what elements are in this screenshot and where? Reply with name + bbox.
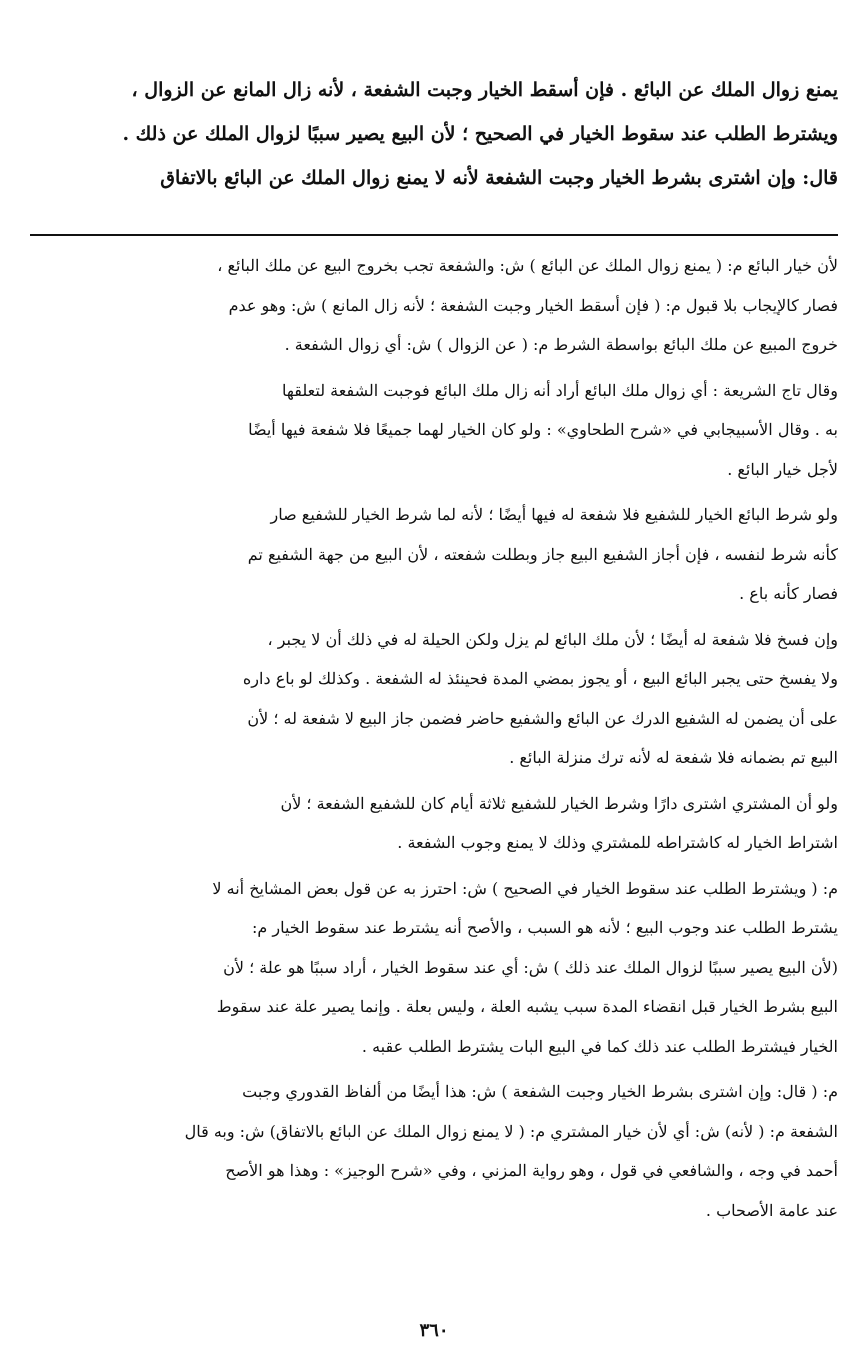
main-text-line: يمنع زوال الملك عن البائع . فإن أسقط الخيار وجبت الشفعة ، لأنه زال المانع عن الزوال ، [131,79,838,101]
commentary-paragraph [30,869,838,1067]
commentary-line: (لأن البيع يصير سببًا لزوال الملك عند ذلك ) ش: أي عند سقوط الخيار ، أراد سببًا هو علة ؛ لأن [223,957,838,977]
section-divider [30,234,838,236]
main-text-line: ويشترط الطلب عند سقوط الخيار في الصحيح ؛ لأن البيع يصير سببًا لزوال الملك عن ذلك . [122,123,838,145]
commentary-line: الشفعة م: ( لأنه) ش: أي لأن خيار المشتري م: ( لا يمنع زوال الملك عن البائع بالاتفاق) ش: وبه قال [184,1121,838,1141]
commentary-paragraph [30,246,838,365]
commentary-block [30,246,838,1236]
commentary-line: ولا يفسخ حتى يجبر البائع البيع ، أو يجوز بمضي المدة فحينئذ له الشفعة . وكذلك لو باع داره [242,669,838,688]
commentary-line: أحمد في وجه ، والشافعي في قول ، وهو رواية المزني ، وفي «شرح الوجيز» : وهذا هو الأصح [225,1161,838,1180]
main-text-line: قال: وإن اشترى بشرط الخيار وجبت الشفعة لأنه لا يمنع زوال الملك عن البائع بالاتفاق [160,167,838,189]
commentary-line: كأنه شرط لنفسه ، فإن أجاز الشفيع البيع جاز وبطلت شفعته ، لأن البيع من جهة الشفيع تم [247,544,838,564]
commentary-paragraph [30,620,838,778]
commentary-line: يشترط الطلب عند وجوب البيع ؛ لأنه هو السبب ، والأصح أنه يشترط عند سقوط الخيار م: [251,918,838,937]
commentary-paragraph [30,371,838,490]
commentary-line: م: ( قال: وإن اشترى بشرط الخيار وجبت الشفعة ) ش: هذا أيضًا من ألفاظ القدوري وجبت [242,1082,838,1101]
commentary-line: به . وقال الأسبيجابي في «شرح الطحاوي» : ولو كان الخيار لهما جميعًا فلا شفعة فيها أيضًا [248,420,838,439]
commentary-paragraph [30,495,838,614]
commentary-line: ولو شرط البائع الخيار للشفيع فلا شفعة له فيها أيضًا ؛ لأنه لما شرط الخيار للشفيع صار [270,505,838,524]
commentary-line: البيع تم بضمانه فلا شفعة له لأنه ترك منزلة البائع . [509,748,838,767]
commentary-line: وإن فسخ فلا شفعة له أيضًا ؛ لأن ملك البائع لم يزل ولكن الحيلة له في ذلك أن لا يجبر ، [267,629,838,649]
commentary-line: فصار كأنه باع . [739,584,838,603]
commentary-line: خروج المبيع عن ملك البائع بواسطة الشرط م: ( عن الزوال ) ش: أي زوال الشفعة . [284,335,838,354]
commentary-line: عند عامة الأصحاب . [705,1200,838,1220]
commentary-line: لأن خيار البائع م: ( يمنع زوال الملك عن البائع ) ش: والشفعة تجب بخروج البيع عن ملك البائع ، [217,256,838,275]
commentary-paragraph [30,1072,838,1230]
page-number: ٣٦٠ [419,1320,449,1341]
commentary-paragraph [30,784,838,863]
commentary-line: فصار كالإيجاب بلا قبول م: ( فإن أسقط الخيار وجبت الشفعة ؛ لأنه زال المانع ) ش: وهو عدم [228,295,838,315]
commentary-line: لأجل خيار البائع . [727,459,838,479]
main-text-block [30,68,838,200]
commentary-line: م: ( ويشترط الطلب عند سقوط الخيار في الصحيح ) ش: احترز به عن قول بعض المشايخ أنه لا [212,878,838,898]
commentary-line: البيع بشرط الخيار قبل انقضاء المدة سبب يشبه العلة ، وليس بعلة . وإنما يصير علة عند سقوط [216,997,838,1016]
commentary-line: اشتراط الخيار له كاشتراطه للمشتري وذلك لا يمنع وجوب الشفعة . [397,833,838,852]
commentary-line: وقال تاج الشريعة : أي زوال ملك البائع أراد أنه زال ملك البائع فوجبت الشفعة لتعلقها [282,380,838,400]
commentary-line: على أن يضمن له الشفيع الدرك عن البائع والشفيع حاضر فضمن جاز البيع لا شفعة له ؛ لأن [247,708,838,728]
commentary-line: الخيار فيشترط الطلب عند ذلك كما في البيع البات يشترط الطلب عقبه . [361,1036,838,1056]
commentary-line: ولو أن المشتري اشترى دارًا وشرط الخيار للشفيع ثلاثة أيام كان للشفيع الشفعة ؛ لأن [280,793,838,813]
